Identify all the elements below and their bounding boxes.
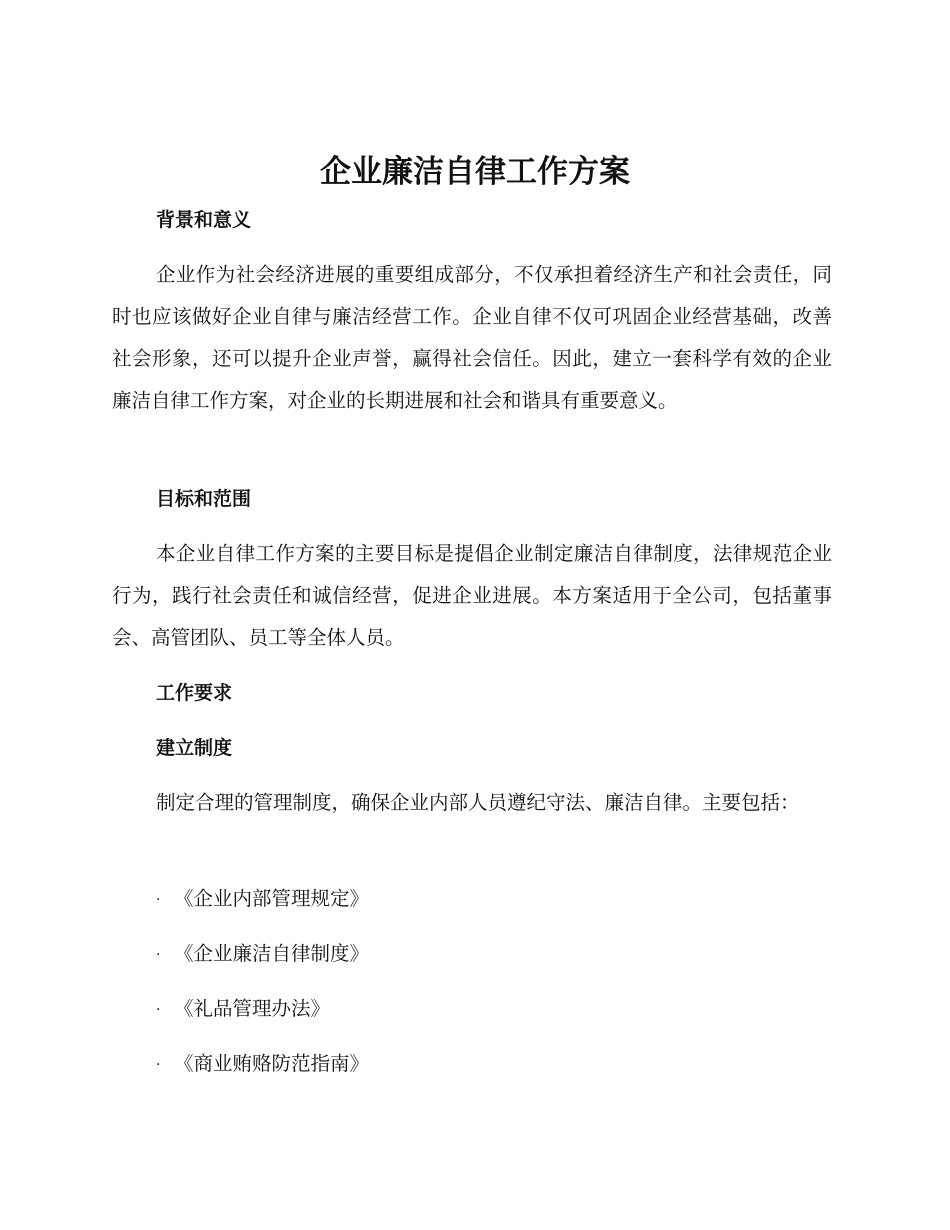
heading-requirements: 工作要求 (156, 682, 233, 704)
list-item (156, 885, 369, 914)
list-item-text: 《企业内部管理规定》 (174, 887, 370, 910)
heading-background: 背景和意义 (156, 209, 252, 231)
list-item (156, 1050, 369, 1079)
list-item-text: 《商业贿赂防范指南》 (174, 1052, 370, 1075)
document-title: 企业廉洁自律工作方案 (320, 154, 630, 190)
bullet-icon: · (156, 891, 161, 908)
paragraph-goals: 本企业自律工作方案的主要目标是提倡企业制定廉洁自律制度，法律规范企业行为，践行社会责任和诚信经营，促进企业进展。本方案适用于全公司，包括董事会、高管团队、员工等全体人员。 (112, 542, 832, 649)
list-item-text: 《企业廉洁自律制度》 (174, 942, 370, 965)
list-item (156, 940, 369, 969)
paragraph-background: 企业作为社会经济进展的重要组成部分，不仅承担着经济生产和社会责任，同时也应该做好企业自律与廉洁经营工作。企业自律不仅可巩固企业经营基础，改善社会形象，还可以提升企业声誉，赢得社会信任。因此，建立一套科学有效的企业廉洁自律工作方案，对企业的长期进展和社会和谐具有重要意义。 (112, 263, 832, 412)
bullet-icon: · (156, 1056, 161, 1073)
heading-goals: 目标和范围 (156, 488, 252, 510)
paragraph-system: 制定合理的管理制度，确保企业内部人员遵纪守法、廉洁自律。主要包括： (156, 791, 800, 814)
heading-system: 建立制度 (156, 737, 233, 759)
list-item-text: 《礼品管理办法》 (174, 997, 331, 1020)
bullet-icon: · (156, 1001, 161, 1018)
list-item (156, 995, 330, 1024)
bullet-icon: · (156, 946, 161, 963)
